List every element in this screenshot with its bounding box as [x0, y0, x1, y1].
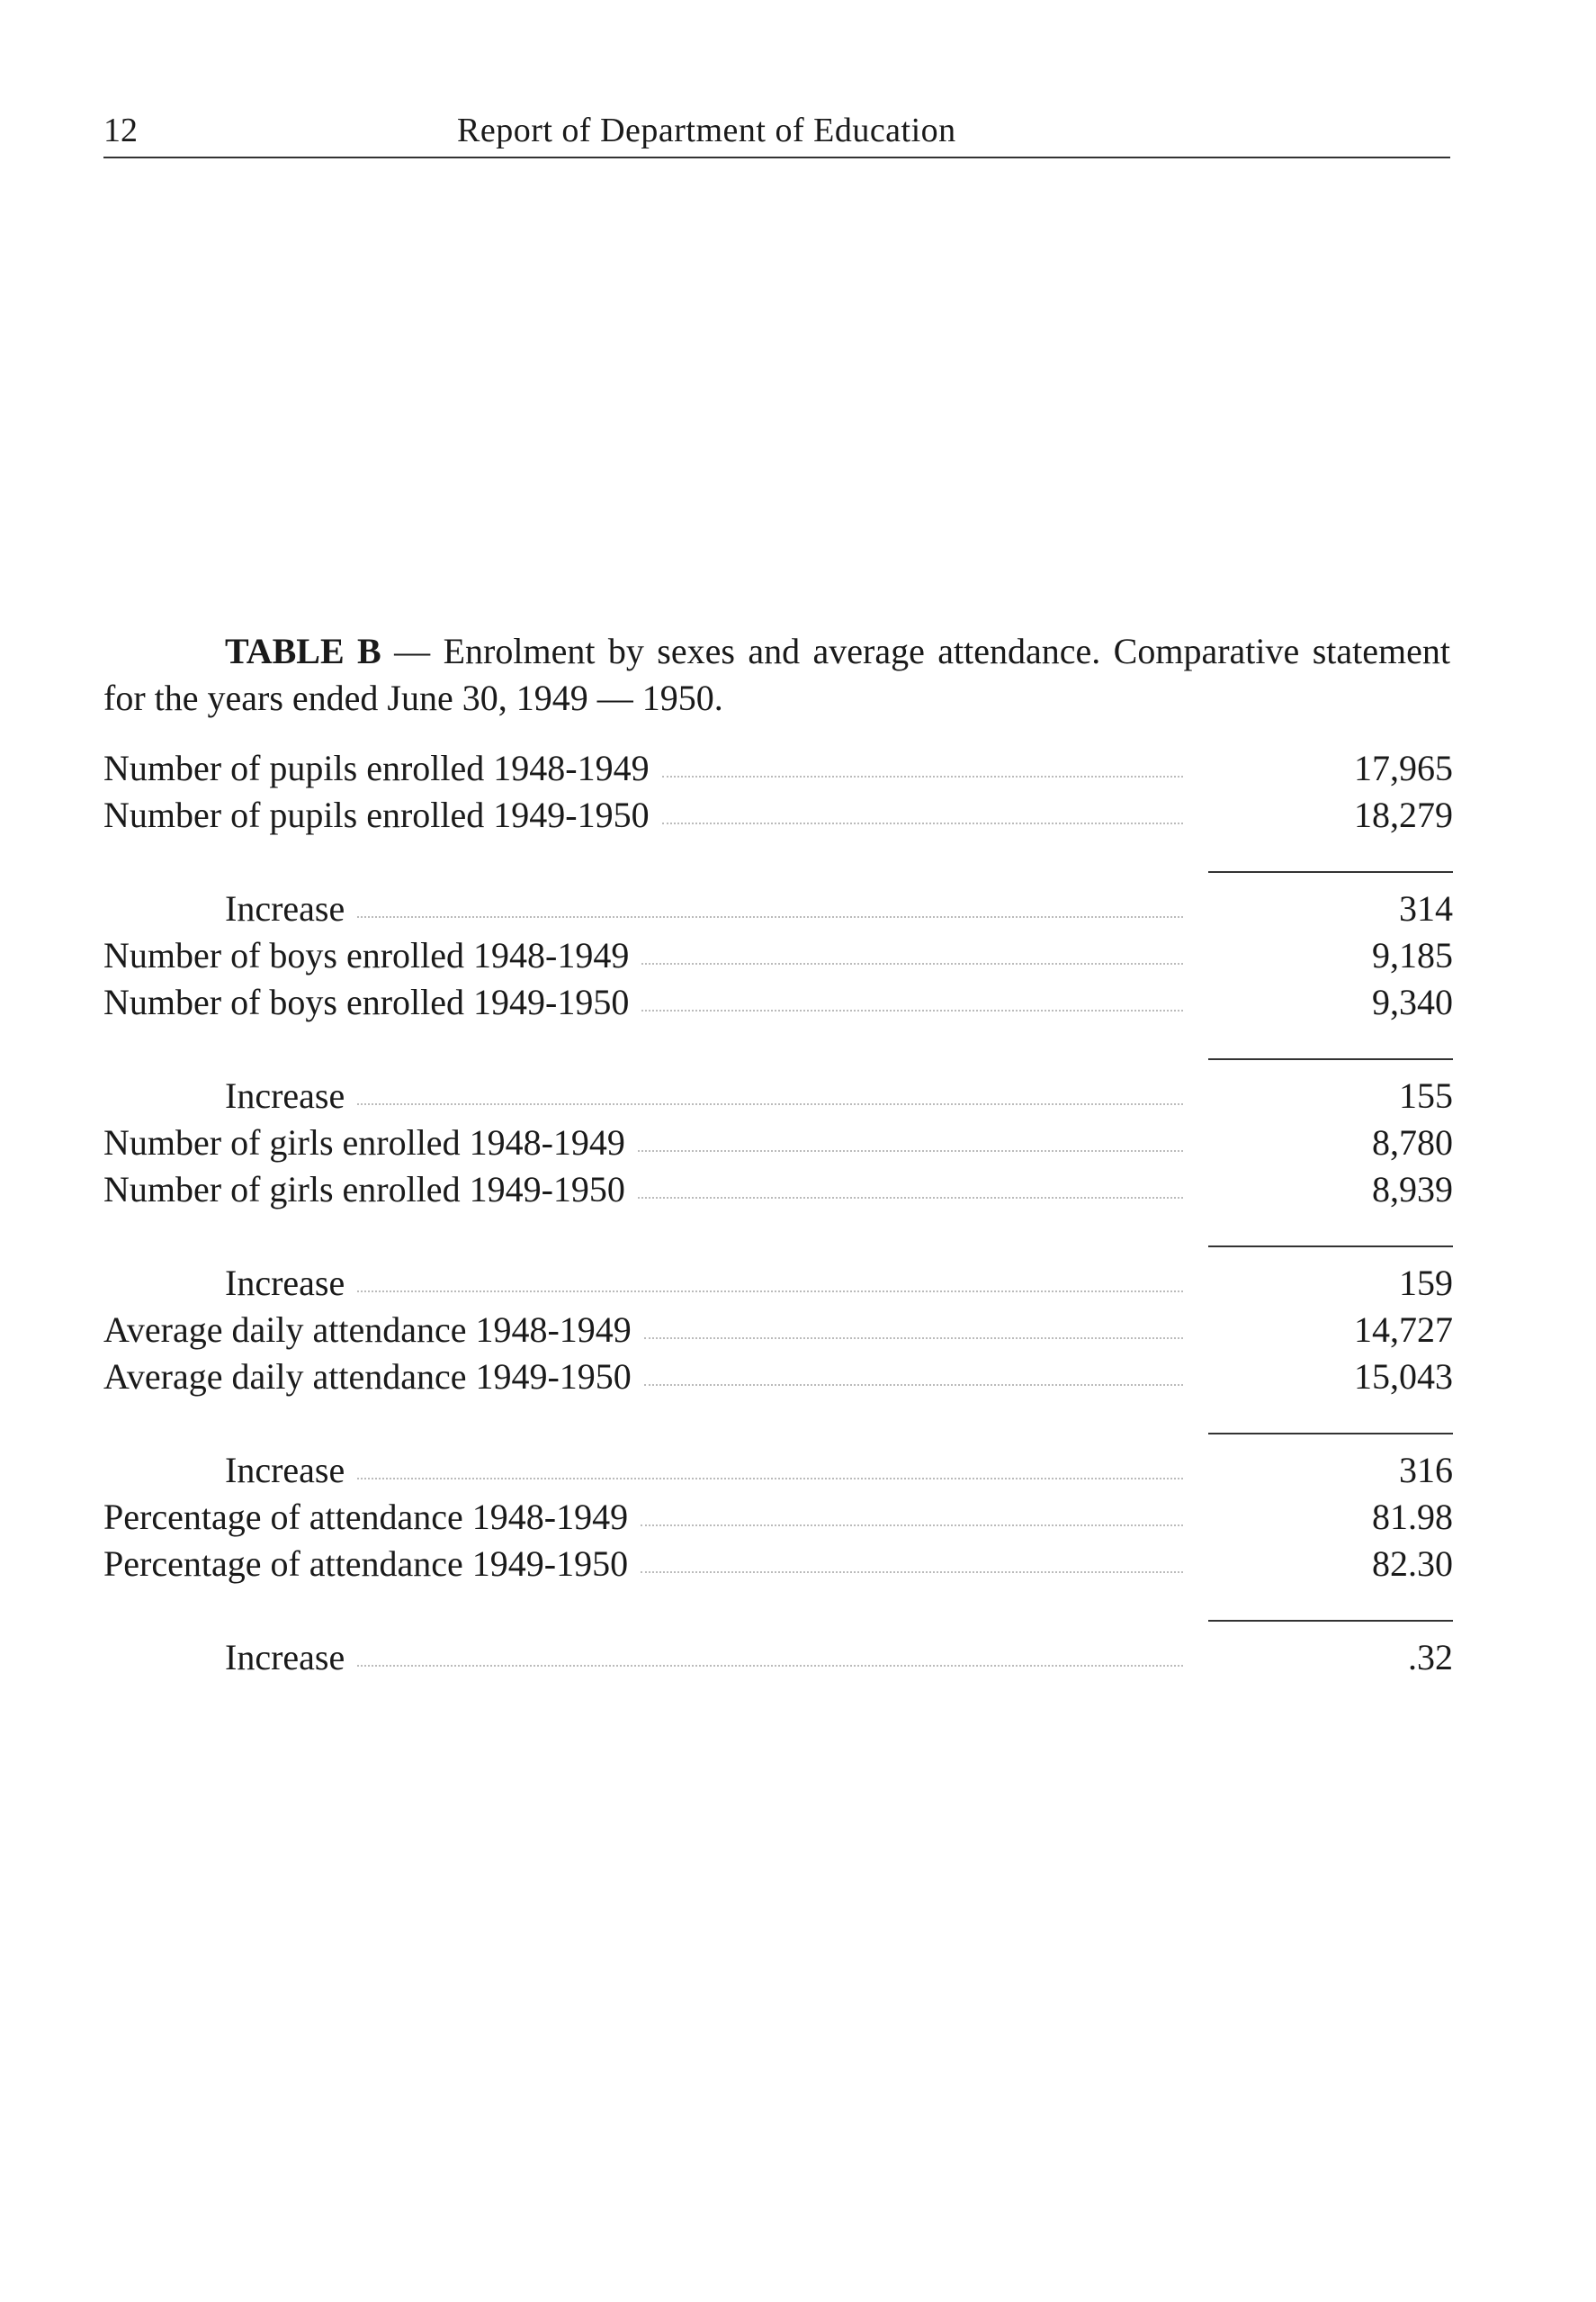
row-label: Number of pupils enrolled 1948-1949	[103, 748, 650, 788]
table-row	[103, 886, 1453, 932]
row-value: 82.30	[1372, 1543, 1453, 1584]
dot-leader	[641, 1524, 1183, 1526]
dot-leader	[662, 823, 1183, 824]
sum-rule	[103, 839, 1453, 886]
row-value: 314	[1399, 888, 1453, 929]
table-row	[103, 1634, 1453, 1681]
row-label: Increase	[225, 1263, 345, 1303]
row-label: Percentage of attendance 1949-1950	[103, 1543, 629, 1584]
table-caption: — Enrolment by sexes and average attendance. Comparative statement for the years ended June 30, 1949 — 1950.	[103, 631, 1450, 718]
row-label: Number of girls enrolled 1949-1950	[103, 1169, 625, 1209]
row-label: Increase	[225, 1075, 345, 1116]
row-label: Percentage of attendance 1948-1949	[103, 1497, 629, 1537]
row-value: 9,185	[1372, 935, 1453, 976]
sum-rule-line	[1208, 1245, 1453, 1247]
dot-leader	[357, 1290, 1183, 1292]
dot-leader	[641, 1571, 1183, 1573]
row-label: Number of boys enrolled 1948-1949	[103, 935, 630, 976]
dot-leader	[638, 1150, 1183, 1152]
table-row	[103, 1353, 1453, 1400]
row-label: Increase	[225, 1450, 345, 1490]
row-label: Number of girls enrolled 1948-1949	[103, 1122, 625, 1163]
row-value: 14,727	[1354, 1309, 1453, 1350]
row-value: 155	[1399, 1075, 1453, 1116]
table-row	[103, 1447, 1453, 1494]
enrolment-table	[103, 745, 1453, 1681]
row-label: Average daily attendance 1949-1950	[103, 1356, 632, 1397]
dot-leader	[641, 963, 1183, 965]
row-value: .32	[1408, 1637, 1453, 1677]
row-value: 81.98	[1372, 1497, 1453, 1537]
row-value: 9,340	[1372, 982, 1453, 1022]
sum-rule	[103, 1026, 1453, 1073]
page-header	[103, 110, 1450, 158]
row-label: Increase	[225, 1637, 345, 1677]
running-title: Report of Department of Education	[457, 112, 956, 149]
row-value: 316	[1399, 1450, 1453, 1490]
sum-rule	[103, 1400, 1453, 1447]
table-row	[103, 1307, 1453, 1353]
sum-rule-line	[1208, 871, 1453, 873]
table-row	[103, 792, 1453, 839]
row-label: Average daily attendance 1948-1949	[103, 1309, 632, 1350]
table-row	[103, 932, 1453, 979]
dot-leader	[357, 1103, 1183, 1105]
row-label: Number of boys enrolled 1949-1950	[103, 982, 630, 1022]
row-label: Number of pupils enrolled 1949-1950	[103, 795, 650, 835]
dot-leader	[641, 1010, 1183, 1012]
table-row	[103, 745, 1453, 792]
page-number: 12	[103, 112, 138, 149]
table-title	[103, 628, 1450, 722]
table-row	[103, 1120, 1453, 1166]
dot-leader	[662, 776, 1183, 778]
row-value: 8,780	[1372, 1122, 1453, 1163]
sum-rule	[103, 1213, 1453, 1260]
dot-leader	[357, 916, 1183, 918]
dot-leader	[357, 1665, 1183, 1667]
row-value: 18,279	[1354, 795, 1453, 835]
dot-leader	[644, 1337, 1183, 1339]
dot-leader	[357, 1478, 1183, 1479]
row-value: 8,939	[1372, 1169, 1453, 1209]
sum-rule-line	[1208, 1620, 1453, 1622]
row-value: 15,043	[1354, 1356, 1453, 1397]
dot-leader	[638, 1197, 1183, 1199]
row-value: 159	[1399, 1263, 1453, 1303]
table-row	[103, 979, 1453, 1026]
table-row	[103, 1073, 1453, 1120]
sum-rule	[103, 1587, 1453, 1634]
table-row	[103, 1494, 1453, 1541]
sum-rule-line	[1208, 1433, 1453, 1434]
table-row	[103, 1260, 1453, 1307]
table-label: TABLE B	[225, 631, 381, 671]
table-row	[103, 1541, 1453, 1587]
sum-rule-line	[1208, 1058, 1453, 1060]
dot-leader	[644, 1384, 1183, 1386]
table-row	[103, 1166, 1453, 1213]
row-value: 17,965	[1354, 748, 1453, 788]
row-label: Increase	[225, 888, 345, 929]
